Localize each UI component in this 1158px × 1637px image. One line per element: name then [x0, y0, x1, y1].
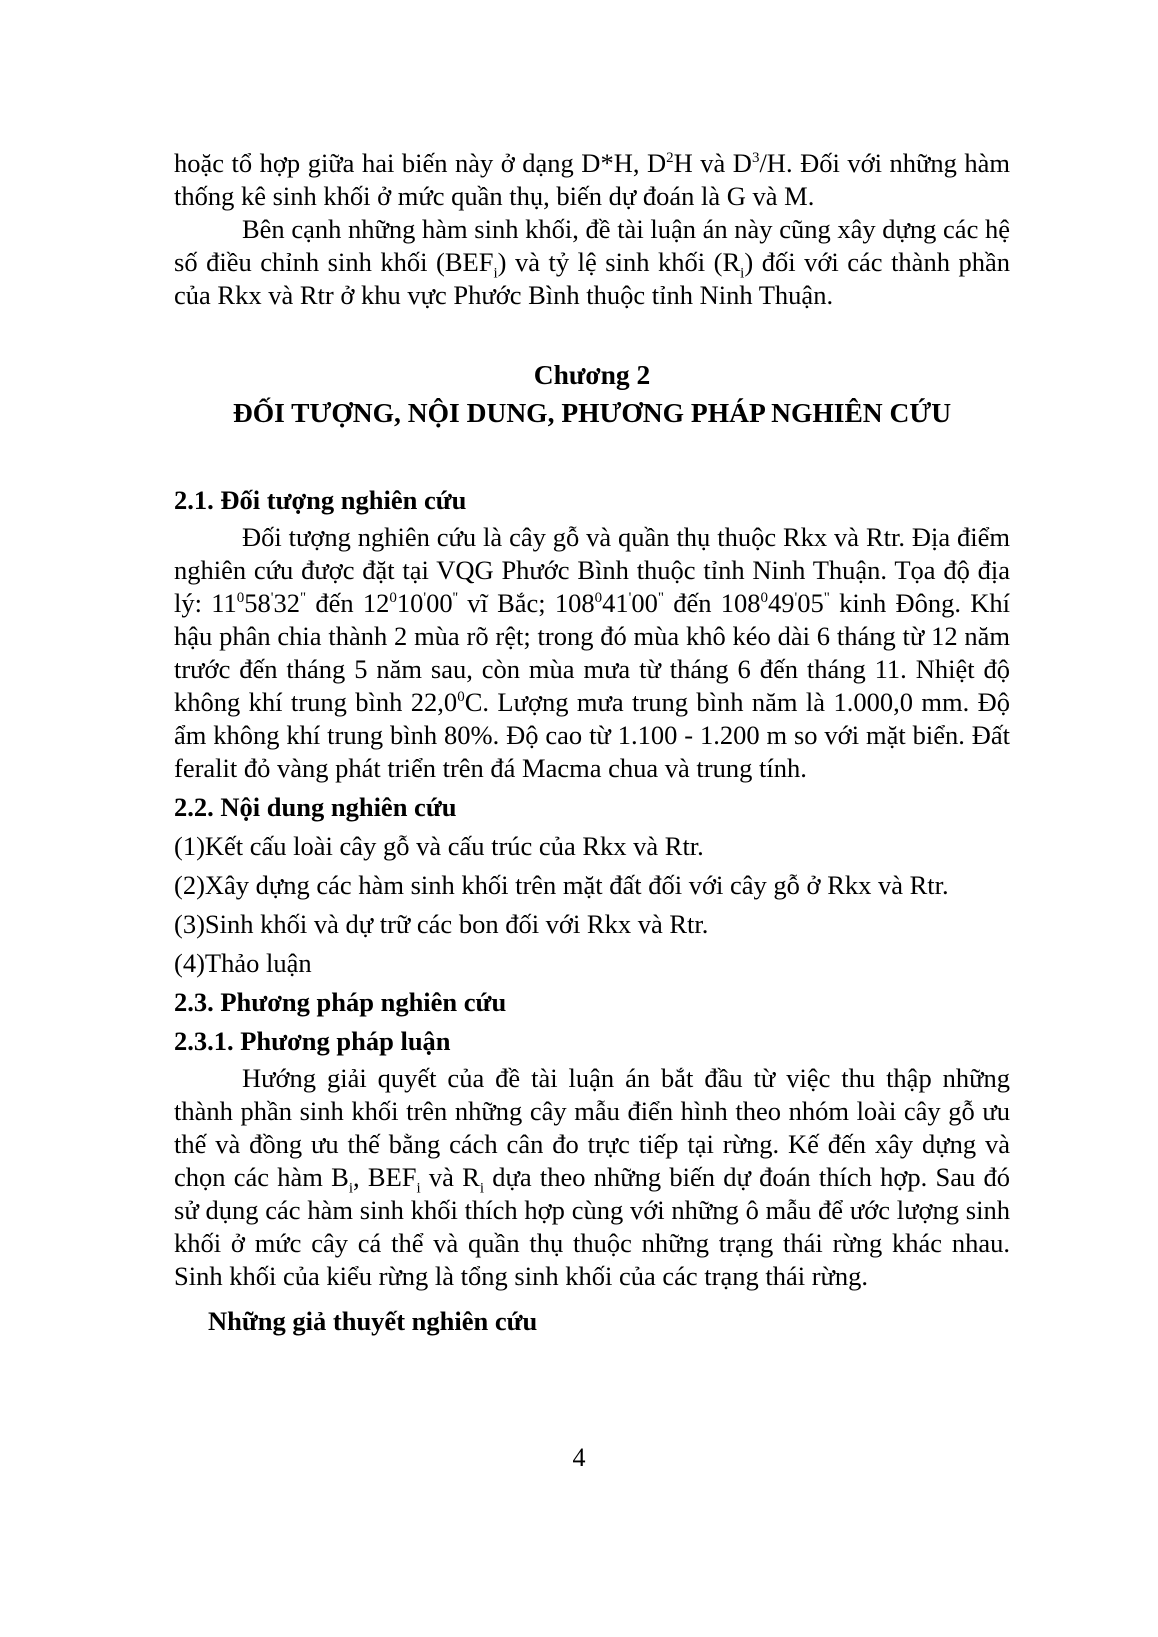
- section-2-2-heading: 2.2. Nội dung nghiên cứu: [174, 792, 457, 822]
- chapter-heading: [174, 356, 1010, 432]
- section-2-3-1-heading: 2.3.1. Phương pháp luận: [174, 1026, 451, 1056]
- chapter-number: Chương 2: [533, 359, 651, 390]
- page-number: 4: [572, 1443, 586, 1472]
- hypotheses-heading: Những giả thuyết nghiên cứu: [208, 1306, 538, 1336]
- section-2-1-heading: 2.1. Đối tượng nghiên cứu: [174, 485, 467, 515]
- content-item-2: (2)Xây dựng các hàm sinh khối trên mặt đất đối với cây gỗ ở Rkx và Rtr.: [174, 870, 949, 900]
- intro-paragraph-2: Bên cạnh những hàm sinh khối, đề tài luận án này cũng xây dựng các hệ số điều chỉnh sinh khối $(BEF_i)$ và tỷ lệ sinh khối $(R_i)$ đối với các thành phần của Rkx và Rtr ở khu vực Phước Bình thuộc tỉnh Ninh Thuận.: [174, 214, 1010, 310]
- chapter-title: ĐỐI TƯỢNG, NỘI DUNG, PHƯƠNG PHÁP NGHIÊN CỨU: [232, 397, 952, 428]
- intro-paragraph-1: hoặc tổ hợp giữa hai biến này ở dạng D*H, $D^2H$ và $D^3/H$. Đối với những hàm thống kê sinh khối ở mức quần thụ, biến dự đoán là G và M.: [174, 148, 1010, 211]
- content-item-4: (4)Thảo luận: [174, 948, 312, 978]
- intro-block: [174, 147, 1010, 312]
- main-body: [174, 476, 1010, 1338]
- content-item-1: (1)Kết cấu loài cây gỗ và cấu trúc của Rkx và Rtr.: [174, 831, 704, 861]
- section-2-3-1-paragraph: Hướng giải quyết của đề tài luận án bắt đầu từ việc thu thập những thành phần sinh khối trên những cây mẫu điển hình theo nhóm loài cây gỗ ưu thế và đồng ưu thế bằng cách cân đo trực tiếp tại rừng. Kế đến xây dựng và chọn các hàm $B_i$, $BEF_i$ và $R_i$ dựa theo những biến dự đoán thích hợp. Sau đó sử dụng các hàm sinh khối thích hợp cùng với những ô mẫu để ước lượng sinh khối ở mức cây cá thể và quần thụ thuộc những trạng thái rừng khác nhau. Sinh khối của kiểu rừng là tổng sinh khối của các trạng thái rừng.: [174, 1063, 1010, 1291]
- section-2-3-heading: 2.3. Phương pháp nghiên cứu: [174, 987, 507, 1017]
- section-2-1-paragraph: Đối tượng nghiên cứu là cây gỗ và quần thụ thuộc Rkx và Rtr. Địa điểm nghiên cứu được đặt tại VQG Phước Bình thuộc tỉnh Ninh Thuận. Tọa độ địa lý: $11^058'32^"$ đến $12^010'00''$ vĩ Bắc; $108^041'00^"$ đến $108^049'05^"$ kinh Đông. Khí hậu phân chia thành 2 mùa rõ rệt; trong đó mùa khô kéo dài 6 tháng từ 12 năm trước đến tháng 5 năm sau, còn mùa mưa từ tháng 6 đến tháng 11. Nhiệt độ không khí trung bình 22,0$^0$C. Lượng mưa trung bình năm là 1.000,0 mm. Độ ẩm không khí trung bình 80%. Độ cao từ 1.100 - 1.200 m so với mặt biển. Đất feralit đỏ vàng phát triển trên đá Macma chua và trung tính.: [174, 522, 1011, 783]
- content-item-3: (3)Sinh khối và dự trữ các bon đối với Rkx và Rtr.: [174, 909, 709, 939]
